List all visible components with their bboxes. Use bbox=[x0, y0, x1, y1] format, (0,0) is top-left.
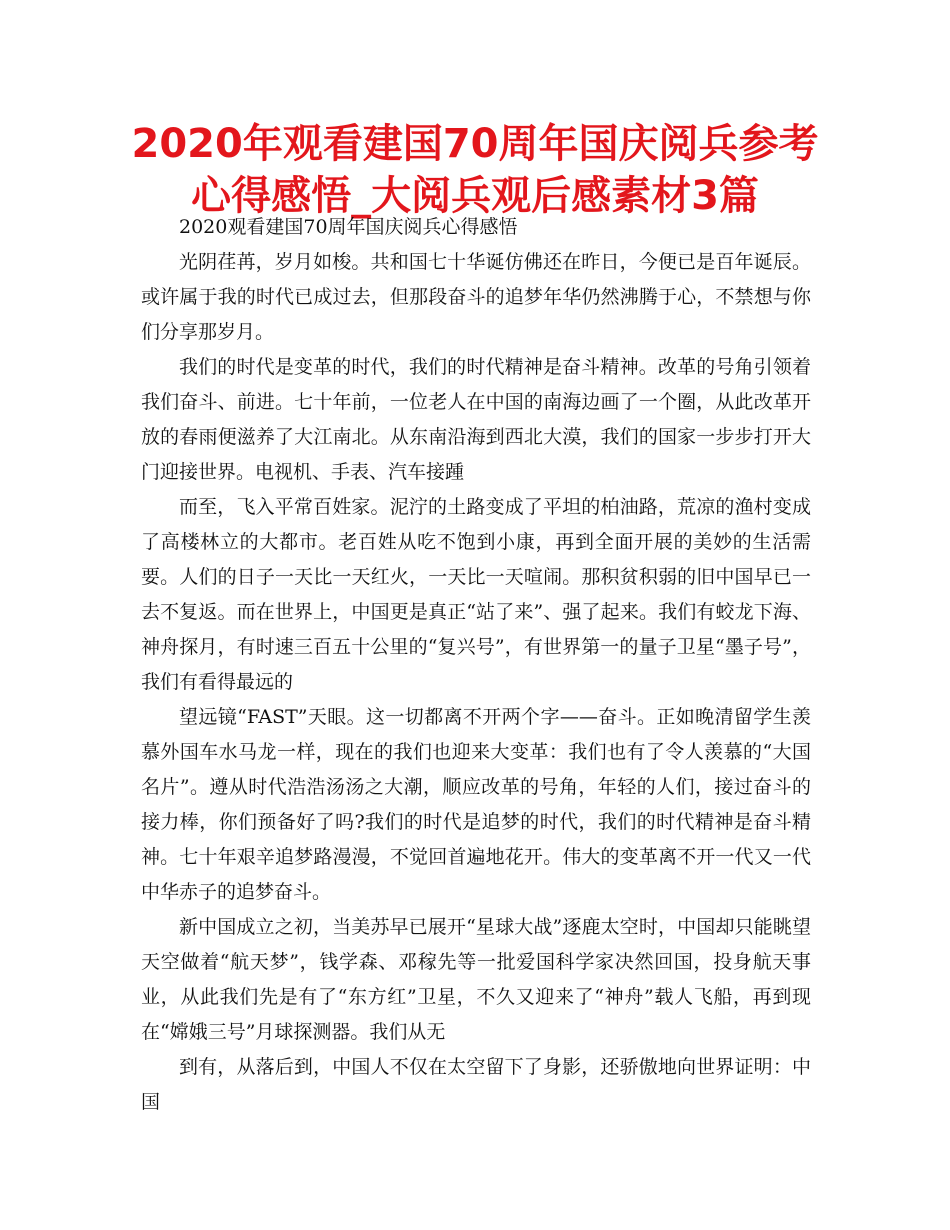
document-body bbox=[141, 210, 811, 1120]
paragraph: 望远镜“FAST”天眼。这一切都离不开两个字——奋斗。正如晚清留学生羡慕外国车水马龙一样，现在的我们也迎来大变革：我们也有了令人羡慕的“大国名片”。遵从时代浩浩汤汤之大潮，顺应改革的号角，年轻的人们，接过奋斗的接力棒，你们预备好了吗?我们的时代是追梦的时代，我们的时代精神是奋斗精神。七十年艰辛追梦路漫漫，不觉回首遍地花开。伟大的变革离不开一代又一代中华赤子的追梦奋斗。 bbox=[141, 706, 811, 903]
paragraph: 光阴荏苒，岁月如梭。共和国七十华诞仿佛还在昨日，今便已是百年诞辰。或许属于我的时代已成过去，但那段奋斗的追梦年华仍然沸腾于心，不禁想与你们分享那岁月。 bbox=[141, 251, 811, 343]
paragraph: 我们的时代是变革的时代，我们的时代精神是奋斗精神。改革的号角引领着我们奋斗、前进。七十年前，一位老人在中国的南海边画了一个圈，从此改革开放的春雨便滋养了大江南北。从东南沿海到西北大漠，我们的国家一步步打开大门迎接世界。电视机、手表、汽车接踵 bbox=[141, 356, 811, 483]
paragraph: 而至，飞入平常百姓家。泥泞的土路变成了平坦的柏油路，荒凉的渔村变成了高楼林立的大都市。老百姓从吃不饱到小康，再到全面开展的美妙的生活需要。人们的日子一天比一天红火，一天比一天喧闹。那积贫积弱的旧中国早已一去不复返。而在世界上，中国更是真正“站了来”、强了起来。我们有蛟龙下海、神舟探月，有时速三百五十公里的“复兴号”，有世界第一的量子卫星“墨子号”，我们有看得最远的 bbox=[141, 496, 811, 693]
document-title: 2020年观看建国70周年国庆阅兵参考心得感悟_大阅兵观后感素材3篇 bbox=[131, 121, 819, 219]
paragraph: 到有，从落后到，中国人不仅在太空留下了身影，还骄傲地向世界证明：中国 bbox=[141, 1056, 811, 1113]
paragraph: 新中国成立之初，当美苏早已展开“星球大战”逐鹿太空时，中国却只能眺望天空做着“航天梦”，钱学森、邓稼先等一批爱国科学家决然回国，投身航天事业，从此我们先是有了“东方红”卫星，不久又迎来了“神舟”载人飞船，再到现在“嫦娥三号”月球探测器。我们从无 bbox=[141, 916, 811, 1043]
document-subtitle: 2020观看建国70周年国庆阅兵心得感悟 bbox=[179, 216, 518, 238]
